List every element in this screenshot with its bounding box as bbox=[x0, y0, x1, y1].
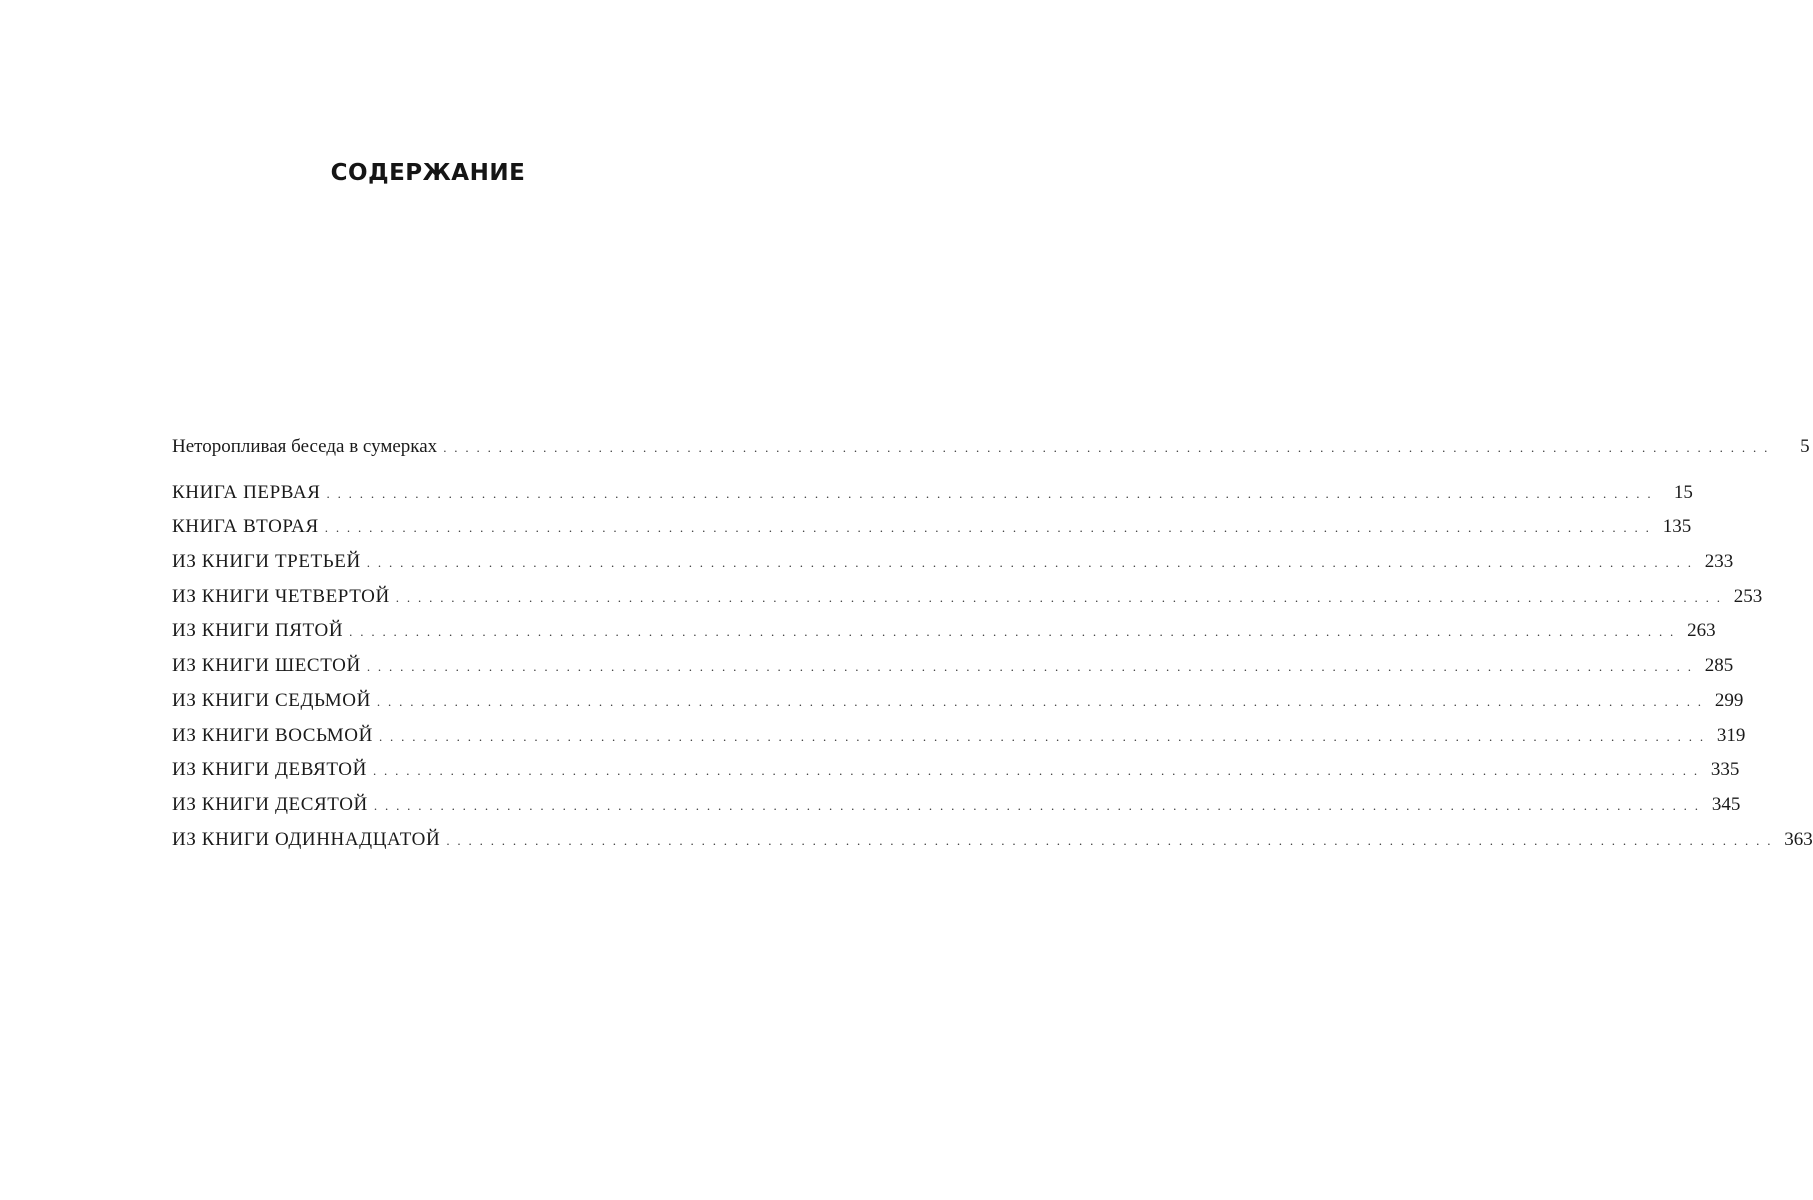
table-of-contents bbox=[172, 436, 1813, 863]
toc-entry bbox=[172, 516, 1692, 551]
toc-entry-title: ИЗ КНИГИ ДЕСЯТОЙ bbox=[172, 793, 368, 815]
toc-entry bbox=[172, 481, 1693, 517]
toc-leader-dots: . . . . . . . . . . . . . . . . . . . . . . . . . . . . . . . . . . . . . . . . . . . . . . . . . . . . . . . . . . . . . . . . . . . . . . . . . . . . . . . . . . . . . . . . . . . . . . . . . . . . . . . . . . . . . . . . . . . . . . . . bbox=[372, 763, 1700, 779]
toc-entry-title: ИЗ КНИГИ ВОСЬМОЙ bbox=[172, 724, 373, 746]
toc-entry-page: 263 bbox=[1687, 620, 1716, 642]
toc-leader-dots: . . . . . . . . . . . . . . . . . . . . . . . . . . . . . . . . . . . . . . . . . . . . . . . . . . . . . . . . . . . . . . . . . . . . . . . . . . . . . . . . . . . . . . . . . . . . . . . . . . . . . . . . . . . . . . . . . . . . . . . . bbox=[324, 520, 1652, 536]
toc-leader-dots: . . . . . . . . . . . . . . . . . . . . . . . . . . . . . . . . . . . . . . . . . . . . . . . . . . . . . . . . . . . . . . . . . . . . . . . . . . . . . . . . . . . . . . . . . . . . . . . . . . . . . . . . . . . . . . . . . . . . . . . . bbox=[395, 589, 1723, 605]
toc-entry-page: 5 bbox=[1800, 436, 1810, 457]
toc-entry bbox=[172, 620, 1716, 655]
toc-entry-page: 345 bbox=[1711, 793, 1741, 815]
toc-entry-page: 15 bbox=[1673, 481, 1693, 503]
toc-entry bbox=[172, 436, 1810, 471]
toc-leader-dots: . . . . . . . . . . . . . . . . . . . . . . . . . . . . . . . . . . . . . . . . . . . . . . . . . . . . . . . . . . . . . . . . . . . . . . . . . . . . . . . . . . . . . . . . . . . . . . . . . . . . . . . . . . . . . . . . . . . . . . . . bbox=[366, 555, 1694, 571]
toc-leader-dots: . . . . . . . . . . . . . . . . . . . . . . . . . . . . . . . . . . . . . . . . . . . . . . . . . . . . . . . . . . . . . . . . . . . . . . . . . . . . . . . . . . . . . . . . . . . . . . . . . . . . . . . . . . . . . . . . . . . . . . . . bbox=[373, 797, 1701, 813]
toc-entry-page: 285 bbox=[1704, 655, 1734, 677]
toc-leader-dots: . . . . . . . . . . . . . . . . . . . . . . . . . . . . . . . . . . . . . . . . . . . . . . . . . . . . . . . . . . . . . . . . . . . . . . . . . . . . . . . . . . . . . . . . . . . . . . . . . . . . . . . . . . . . . . . . . . . . . . . . bbox=[326, 485, 1653, 501]
toc-entry-title: ИЗ КНИГИ ШЕСТОЙ bbox=[172, 655, 361, 677]
toc-entry-page: 363 bbox=[1784, 828, 1813, 850]
toc-entry bbox=[172, 585, 1763, 621]
toc-entry-page: 319 bbox=[1716, 724, 1746, 746]
toc-leader-dots: . . . . . . . . . . . . . . . . . . . . . . . . . . . . . . . . . . . . . . . . . . . . . . . . . . . . . . . . . . . . . . . . . . . . . . . . . . . . . . . . . . . . . . . . . . . . . . . . . . . . . . . . . . . . . . . . . . . . . . . . bbox=[376, 693, 1704, 709]
toc-entry-page: 253 bbox=[1733, 585, 1763, 607]
toc-leader-dots: . . . . . . . . . . . . . . . . . . . . . . . . . . . . . . . . . . . . . . . . . . . . . . . . . . . . . . . . . . . . . . . . . . . . . . . . . . . . . . . . . . . . . . . . . . . . . . . . . . . . . . . . . . . . . . . . . . . . . . . . bbox=[443, 440, 1770, 455]
page-title: СОДЕРЖАНИЕ bbox=[330, 160, 526, 186]
toc-entry bbox=[172, 724, 1746, 760]
toc-entry-title: ИЗ КНИГИ ЧЕТВЕРТОЙ bbox=[172, 585, 390, 607]
toc-entry-title: ИЗ КНИГИ ПЯТОЙ bbox=[172, 620, 344, 642]
toc-entry-page: 299 bbox=[1714, 689, 1744, 711]
toc-entry-title: ИЗ КНИГИ СЕДЬМОЙ bbox=[172, 689, 371, 711]
toc-entry-title: ИЗ КНИГИ ТРЕТЬЕЙ bbox=[172, 551, 361, 573]
toc-leader-dots: . . . . . . . . . . . . . . . . . . . . . . . . . . . . . . . . . . . . . . . . . . . . . . . . . . . . . . . . . . . . . . . . . . . . . . . . . . . . . . . . . . . . . . . . . . . . . . . . . . . . . . . . . . . . . . . . . . . . . . . . bbox=[366, 659, 1694, 675]
toc-entry-page: 233 bbox=[1704, 551, 1734, 573]
toc-entry-title: ИЗ КНИГИ ДЕВЯТОЙ bbox=[172, 759, 367, 781]
toc-entry bbox=[172, 759, 1740, 794]
toc-leader-dots: . . . . . . . . . . . . . . . . . . . . . . . . . . . . . . . . . . . . . . . . . . . . . . . . . . . . . . . . . . . . . . . . . . . . . . . . . . . . . . . . . . . . . . . . . . . . . . . . . . . . . . . . . . . . . . . . . . . . . . . . bbox=[446, 832, 1773, 848]
toc-entry bbox=[172, 689, 1744, 725]
toc-entry-title: КНИГА ВТОРАЯ bbox=[172, 516, 319, 538]
toc-entry-title: КНИГА ПЕРВАЯ bbox=[172, 481, 321, 503]
toc-leader-dots: . . . . . . . . . . . . . . . . . . . . . . . . . . . . . . . . . . . . . . . . . . . . . . . . . . . . . . . . . . . . . . . . . . . . . . . . . . . . . . . . . . . . . . . . . . . . . . . . . . . . . . . . . . . . . . . . . . . . . . . . bbox=[378, 728, 1706, 744]
toc-entry-title: ИЗ КНИГИ ОДИННАДЦАТОЙ bbox=[172, 828, 441, 850]
toc-leader-dots: . . . . . . . . . . . . . . . . . . . . . . . . . . . . . . . . . . . . . . . . . . . . . . . . . . . . . . . . . . . . . . . . . . . . . . . . . . . . . . . . . . . . . . . . . . . . . . . . . . . . . . . . . . . . . . . . . . . . . . . . bbox=[349, 624, 1676, 640]
toc-entry bbox=[172, 551, 1734, 586]
toc-entry-title: Неторопливая беседа в сумерках bbox=[172, 436, 438, 457]
toc-entry-page: 335 bbox=[1710, 759, 1740, 781]
toc-entry bbox=[172, 793, 1741, 829]
toc-entry bbox=[172, 655, 1734, 690]
toc-entry-page: 135 bbox=[1662, 516, 1692, 538]
toc-entry bbox=[172, 828, 1813, 864]
